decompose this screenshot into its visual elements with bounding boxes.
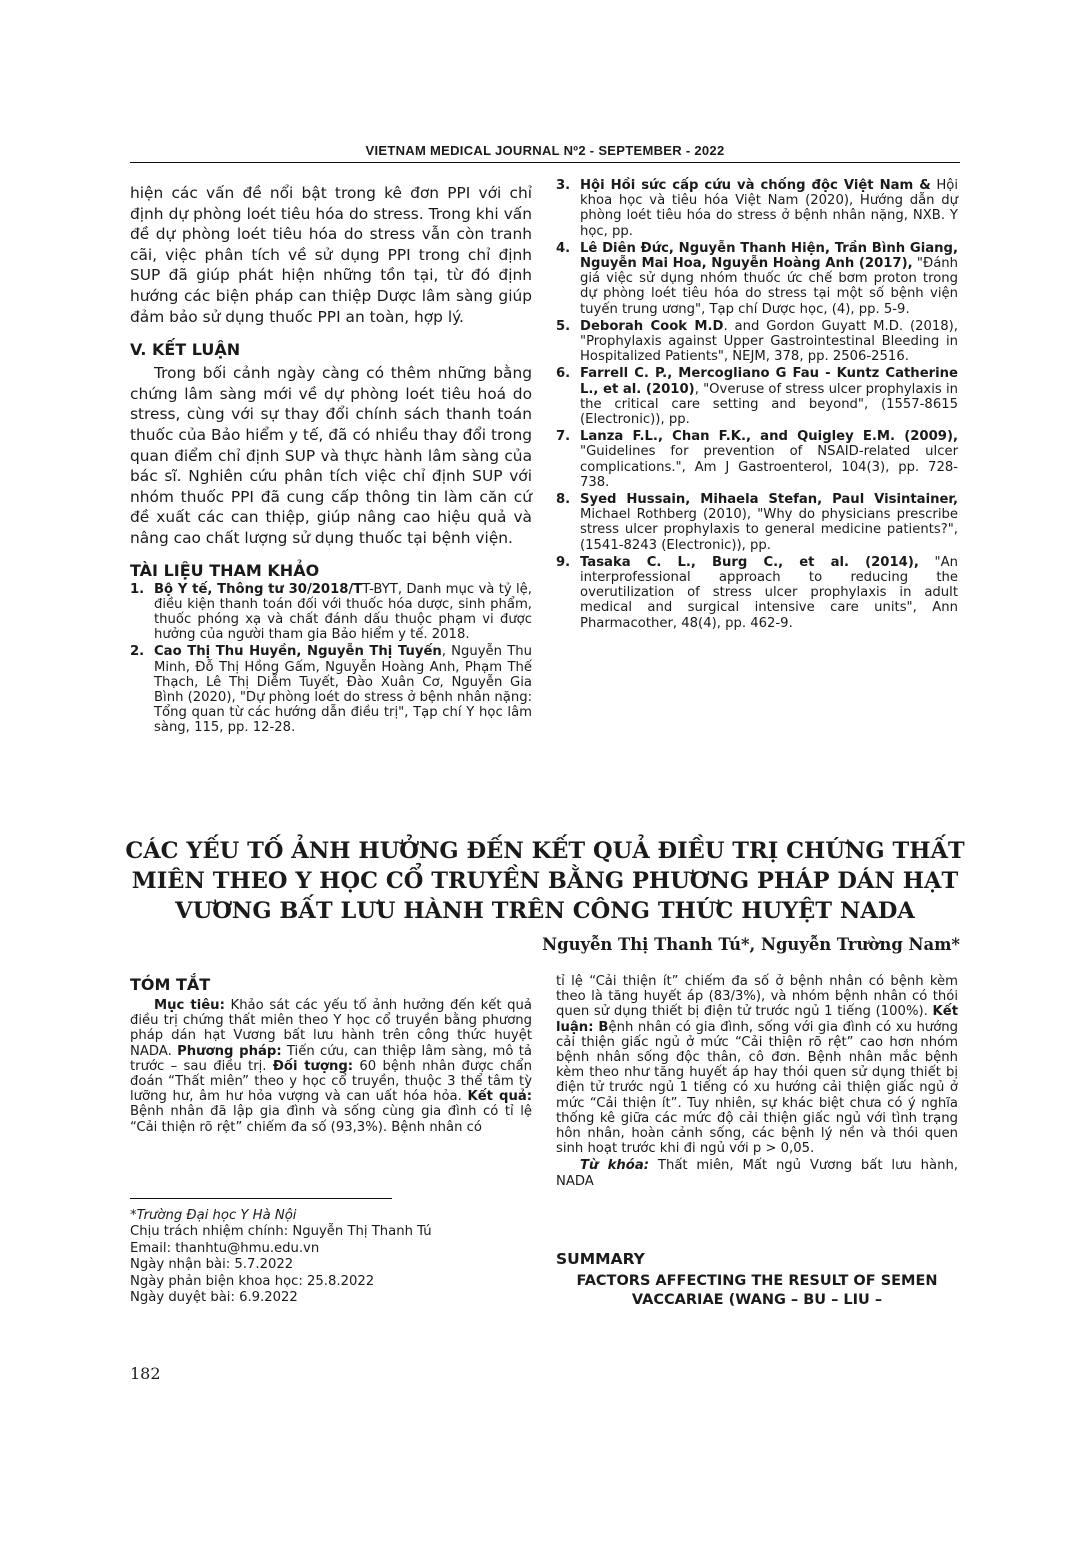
right-column-references (556, 178, 958, 633)
summary-heading: SUMMARY (556, 1250, 645, 1268)
discussion-paragraph: hiện các vấn đề nổi bật trong kê đơn PPI với chỉ định dự phòng loét tiêu hóa do stress. Trong khi vấn đề dự phòng loét tiêu hóa do stress vẫn còn tranh cãi, việc phân tích về sử dụng PPI trong chỉ định SUP đã giúp phát hiện những tồn tại, từ đó định hướng các biện pháp can thiệp Dược lâm sàng giúp đảm bảo sử dụng thuốc PPI an toàn, hợp lý. (130, 184, 532, 326)
keywords-paragraph: Từ khóa: Thất miên, Mất ngủ Vương bất lưu hành, NADA (556, 1158, 958, 1189)
reference-item: 9. Tasaka C. L., Burg C., et al. (2014), "An interprofessional approach to reducing the overutilization of stress ulcer prophylaxis in adult medical and surgical intensive care units", Ann Pharmacother, 48(4), pp. 462-9. (556, 554, 958, 631)
references-list-right (556, 178, 958, 631)
references-heading: TÀI LIỆU THAM KHẢO (130, 560, 320, 580)
footnote-responsible: Chịu trách nhiệm chính: Nguyễn Thị Thanh Tú (130, 1224, 432, 1240)
reference-item: 8. Syed Hussain, Mihaela Stefan, Paul Visintainer, Michael Rothberg (2010), "Why do physicians prescribe stress ulcer prophylaxis to general medicine patients?", (1541-8243 (Electronic)), pp. (556, 492, 958, 553)
reference-item: 6. Farrell C. P., Mercogliano G Fau - Kuntz Catherine L., et al. (2010), "Overuse of stress ulcer prophylaxis in the critical care setting and beyond", (1557-8615 (Electronic)), pp. (556, 366, 958, 428)
running-header: VIETNAM MEDICAL JOURNAL Nº2 - SEPTEMBER - 2022 (365, 143, 725, 158)
article-authors: Nguyễn Thị Thanh Tú*, Nguyễn Trường Nam* (542, 935, 960, 954)
footnote-received: Ngày nhận bài: 5.7.2022 (130, 1257, 294, 1273)
left-column-top (130, 183, 532, 738)
reference-item: 7. Lanza F.L., Chan F.K., and Quigley E.M. (2009), "Guidelines for prevention of NSAID-related ulcer complications.", Am J Gastroenterol, 104(3), pp. 728-738. (556, 429, 958, 490)
abstract-heading: TÓM TẮT (130, 975, 211, 994)
conclusion-paragraph: Trong bối cảnh ngày càng có thêm những bằng chứng lâm sàng mới về dự phòng loét tiêu hoá do stress, cùng với sự thay đổi chính sách thanh toán thuốc của Bảo hiểm y tế, đã có nhiều thay đổi trong quan điểm chỉ định SUP và thực hành lâm sàng của bác sĩ. Nghiên cứu phân tích việc chỉ định SUP với nhóm thuốc PPI đã cung cấp thông tin làm căn cứ đề xuất các can thiệp, giúp nâng cao hiệu quả và nâng cao chất lượng sử dụng thuốc tại bệnh viện. (130, 364, 532, 547)
reference-item: 2. Cao Thị Thu Huyền, Nguyễn Thị Tuyến, Nguyễn Thu Minh, Đỗ Thị Hồng Gấm, Nguyễn Hoàng Anh, Phạm Thế Thạch, Lê Thị Diễm Tuyết, Đào Xuân Cơ, Nguyễn Gia Bình (2020), "Dự phòng loét do stress ở bệnh nhân nặng: Tổng quan từ các hướng dẫn điều trị", Tạp chí Y học lâm sàng, 115, pp. 12-28. (130, 644, 533, 736)
reference-item: 1. Bộ Y tế, Thông tư 30/2018/TT-BYT, Danh mục và tỷ lệ, điều kiện thanh toán đối với thuốc hóa dược, sinh phẩm, thuốc phóng xạ và chất đánh dấu thuộc phạm vi được hưởng của người tham gia Bảo hiểm y tế. 2018. (130, 581, 532, 643)
page-number: 182 (130, 1364, 161, 1383)
abstract-right-column (556, 974, 958, 1189)
references-list-left (130, 582, 532, 736)
reference-item: 3. Hội Hồi sức cấp cứu và chống độc Việt Nam & Hội khoa học và tiêu hóa Việt Nam (2020), Hướng dẫn dự phòng loét tiêu hóa do stress ở bệnh nhân nặng, NXB. Y học, pp. (556, 178, 959, 239)
reference-item: 4. Lê Diên Đức, Nguyễn Thanh Hiện, Trần Bình Giang, Nguyễn Mai Hoa, Nguyễn Hoàng Anh (2017), "Đánh giá việc sử dụng nhóm thuốc ức chế bơm proton trong dự phòng loét tiêu hóa do stress tại một số bệnh viện tuyến trung ương", Tạp chí Dược học, (4), pp. 5-9. (556, 240, 958, 317)
footnote-approved: Ngày duyệt bài: 6.9.2022 (130, 1290, 298, 1306)
footnote-divider (130, 1198, 392, 1199)
header-divider (130, 162, 960, 163)
abstract-left-column (130, 975, 532, 1135)
summary-english-title: FACTORS AFFECTING THE RESULT OF SEMEN VACCARIAE (WANG – BU – LIU – (576, 1273, 938, 1308)
article-title: CÁC YẾU TỐ ẢNH HƯỞNG ĐẾN KẾT QUẢ ĐIỀU TRỊ CHỨNG THẤT MIÊN THEO Y HỌC CỔ TRUYỀN BẰNG PHƯƠNG PHÁP DÁN HẠT VƯƠNG BẤT LƯU HÀNH TRÊN CÔNG THỨC HUYỆT NADA (125, 838, 965, 924)
footnote-reviewed: Ngày phản biện khoa học: 25.8.2022 (130, 1273, 375, 1289)
footnotes (130, 1208, 530, 1306)
conclusion-heading: V. KẾT LUẬN (130, 340, 241, 360)
footnote-affiliation: *Trường Đại học Y Hà Nội (130, 1208, 297, 1223)
footnote-email: Email: thanhtu@hmu.edu.vn (130, 1240, 320, 1256)
reference-item: 5. Deborah Cook M.D. and Gordon Guyatt M.D. (2018), "Prophylaxis against Upper Gastrointestinal Bleeding in Hospitalized Patients", NEJM, 378, pp. 2506-2516. (556, 318, 958, 365)
abstract-paragraph-right: tỉ lệ “Cải thiện ít” chiếm đa số ở bệnh nhân có bệnh kèm theo là tăng huyết áp (83/3%), và nhóm bệnh nhân có thói quen sử dụng thiết bị điện tử trước ngủ 1 tiếng (100%). Kết luận: Bệnh nhân có gia đình, sống với gia đình có xu hướng cải thiện giấc ngủ ở mức “Cải thiện rõ rệt” cao hơn nhóm bệnh nhân sống độc thân, cô đơn. Bệnh nhân mắc bệnh kèm theo như tăng huyết áp hay thói quen sử dụng thiết bị điện tử trước ngủ 1 tiếng có xu hướng cải thiện giấc ngủ ở mức “Cải thiện ít”. Tuy nhiên, sự khác biệt chưa có ý nghĩa thống kê giữa các mức độ cải thiện giấc ngủ với tình trạng hôn nhân, hoàn cảnh sống, các bệnh lý nền và thói quen sinh hoạt trước khi đi ngủ với p > 0,05. (556, 974, 958, 1157)
abstract-paragraph-left: Mục tiêu: Khảo sát các yếu tố ảnh hưởng đến kết quả điều trị chứng thất miên theo Y học cổ truyền bằng phương pháp dán hạt Vương bất lưu hành trên công thức huyệt NADA. Phương pháp: Tiến cứu, can thiệp lâm sàng, mô tả trước – sau điều trị. Đối tượng: 60 bệnh nhân được chẩn đoán “Thất miên” theo y học cổ truyền, thuộc 3 thể tâm tỳ lưỡng hư, âm hư hỏa vượng và can uất hóa hỏa. Kết quả: Bệnh nhân đã lập gia đình và sống cùng gia đình có tỉ lệ “Cải thiện rõ rệt” chiếm đa số (93,3%). Bệnh nhân có (130, 998, 533, 1135)
